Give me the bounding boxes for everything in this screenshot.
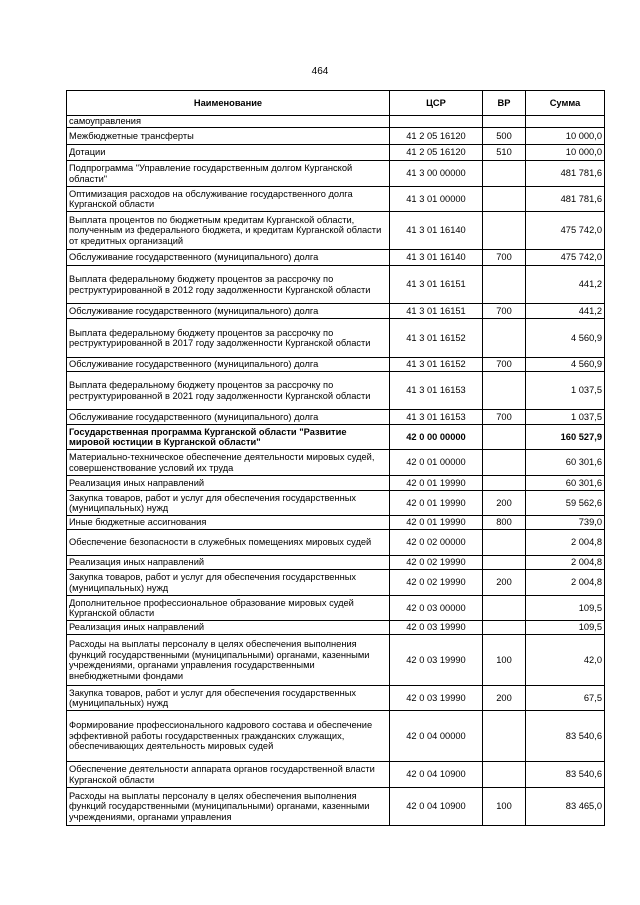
header-csr: ЦСР — [390, 91, 483, 116]
cell-csr: 42 0 03 19990 — [390, 621, 483, 635]
cell-vr — [483, 319, 526, 358]
table-row — [67, 266, 605, 304]
cell-vr: 700 — [483, 358, 526, 372]
cell-vr: 700 — [483, 410, 526, 425]
cell-csr: 41 3 01 16153 — [390, 372, 483, 410]
cell-sum: 441,2 — [526, 266, 605, 304]
cell-csr: 42 0 04 10900 — [390, 762, 483, 788]
cell-name: Выплата федеральному бюджету процентов за рассрочку по реструктурированной в 2012 году задолженности Курганской области — [67, 266, 390, 304]
cell-name: Дотации — [67, 145, 390, 161]
cell-sum — [526, 116, 605, 128]
cell-csr: 41 3 01 16151 — [390, 304, 483, 319]
cell-vr: 200 — [483, 570, 526, 596]
cell-sum: 481 781,6 — [526, 161, 605, 187]
cell-name: самоуправления — [67, 116, 390, 128]
table-row — [67, 450, 605, 476]
cell-sum: 83 465,0 — [526, 788, 605, 826]
cell-csr: 42 0 02 19990 — [390, 556, 483, 570]
cell-name: Реализация иных направлений — [67, 621, 390, 635]
budget-table — [66, 90, 605, 826]
cell-vr: 200 — [483, 686, 526, 711]
cell-sum: 475 742,0 — [526, 250, 605, 266]
cell-name: Оптимизация расходов на обслуживание государственного долга Курганской области — [67, 187, 390, 212]
cell-csr: 42 0 03 19990 — [390, 686, 483, 711]
cell-name: Расходы на выплаты персоналу в целях обеспечения выполнения функций государственными (муниципальными) органами, казенными учреждениями, органами управления — [67, 788, 390, 826]
cell-vr — [483, 621, 526, 635]
cell-vr — [483, 530, 526, 556]
table-row — [67, 596, 605, 621]
header-name: Наименование — [67, 91, 390, 116]
table-row — [67, 372, 605, 410]
cell-sum: 83 540,6 — [526, 762, 605, 788]
cell-vr — [483, 762, 526, 788]
cell-vr: 700 — [483, 304, 526, 319]
cell-vr — [483, 266, 526, 304]
cell-name: Подпрограмма "Управление государственным долгом Курганской области" — [67, 161, 390, 187]
cell-name: Закупка товаров, работ и услуг для обеспечения государственных (муниципальных) нужд — [67, 491, 390, 516]
cell-name: Иные бюджетные ассигнования — [67, 516, 390, 530]
cell-vr — [483, 212, 526, 250]
cell-csr: 41 3 01 16140 — [390, 250, 483, 266]
cell-csr: 42 0 03 19990 — [390, 635, 483, 686]
table-row — [67, 530, 605, 556]
table-row — [67, 686, 605, 711]
cell-name: Выплата федеральному бюджету процентов за рассрочку по реструктурированной в 2017 году задолженности Курганской области — [67, 319, 390, 358]
cell-sum: 83 540,6 — [526, 711, 605, 762]
table-row — [67, 491, 605, 516]
table-row — [67, 250, 605, 266]
cell-csr: 41 3 01 16140 — [390, 212, 483, 250]
cell-vr: 800 — [483, 516, 526, 530]
cell-sum: 10 000,0 — [526, 128, 605, 145]
table-row — [67, 425, 605, 450]
cell-name: Формирование профессионального кадрового состава и обеспечение эффективной работы государственных гражданских служащих, обеспечивающих деятельность мировых судей — [67, 711, 390, 762]
cell-vr — [483, 425, 526, 450]
cell-name: Обеспечение деятельности аппарата органов государственной власти Курганской области — [67, 762, 390, 788]
cell-csr: 41 2 05 16120 — [390, 128, 483, 145]
cell-csr: 42 0 00 00000 — [390, 425, 483, 450]
cell-name: Обеспечение безопасности в служебных помещениях мировых судей — [67, 530, 390, 556]
cell-csr: 42 0 01 19990 — [390, 491, 483, 516]
cell-sum: 739,0 — [526, 516, 605, 530]
cell-csr: 42 0 02 00000 — [390, 530, 483, 556]
cell-name: Государственная программа Курганской области "Развитие мировой юстиции в Курганской области" — [67, 425, 390, 450]
table-row — [67, 410, 605, 425]
cell-vr — [483, 450, 526, 476]
cell-sum: 2 004,8 — [526, 556, 605, 570]
header-vr: ВР — [483, 91, 526, 116]
cell-name: Реализация иных направлений — [67, 476, 390, 491]
cell-csr: 42 0 04 00000 — [390, 711, 483, 762]
cell-name: Межбюджетные трансферты — [67, 128, 390, 145]
cell-csr: 41 3 01 00000 — [390, 187, 483, 212]
table-row — [67, 711, 605, 762]
cell-sum: 1 037,5 — [526, 372, 605, 410]
cell-vr: 510 — [483, 145, 526, 161]
cell-sum: 481 781,6 — [526, 187, 605, 212]
cell-name: Закупка товаров, работ и услуг для обеспечения государственных (муниципальных) нужд — [67, 686, 390, 711]
cell-name: Выплата процентов по бюджетным кредитам Курганской области, полученным из федерального бюджета, и кредитам Курганской области от кредитных организаций — [67, 212, 390, 250]
cell-sum: 1 037,5 — [526, 410, 605, 425]
page-number: 464 — [311, 66, 329, 77]
cell-sum: 60 301,6 — [526, 476, 605, 491]
header-sum: Сумма — [526, 91, 605, 116]
cell-name: Расходы на выплаты персоналу в целях обеспечения выполнения функций государственными (муниципальными) органами, казенными учреждениями, органами управления государственными внебюджетными фондами — [67, 635, 390, 686]
cell-name: Обслуживание государственного (муниципального) долга — [67, 250, 390, 266]
cell-sum: 160 527,9 — [526, 425, 605, 450]
cell-vr — [483, 116, 526, 128]
cell-sum: 59 562,6 — [526, 491, 605, 516]
cell-name: Обслуживание государственного (муниципального) долга — [67, 410, 390, 425]
table-body — [67, 116, 605, 826]
table-row — [67, 187, 605, 212]
table-header-row — [67, 91, 605, 116]
cell-sum: 10 000,0 — [526, 145, 605, 161]
cell-name: Выплата федеральному бюджету процентов за рассрочку по реструктурированной в 2021 году задолженности Курганской области — [67, 372, 390, 410]
table-row — [67, 476, 605, 491]
table-row — [67, 556, 605, 570]
cell-name: Закупка товаров, работ и услуг для обеспечения государственных (муниципальных) нужд — [67, 570, 390, 596]
table-row — [67, 319, 605, 358]
cell-vr: 700 — [483, 250, 526, 266]
cell-vr — [483, 556, 526, 570]
cell-sum: 475 742,0 — [526, 212, 605, 250]
table-row — [67, 788, 605, 826]
table-row — [67, 304, 605, 319]
cell-vr — [483, 711, 526, 762]
cell-csr: 41 3 01 16151 — [390, 266, 483, 304]
cell-sum: 109,5 — [526, 621, 605, 635]
cell-sum: 2 004,8 — [526, 530, 605, 556]
cell-vr: 500 — [483, 128, 526, 145]
cell-sum: 60 301,6 — [526, 450, 605, 476]
cell-csr: 41 3 01 16152 — [390, 319, 483, 358]
table-row — [67, 212, 605, 250]
cell-name: Обслуживание государственного (муниципального) долга — [67, 304, 390, 319]
table-row — [67, 116, 605, 128]
cell-name: Реализация иных направлений — [67, 556, 390, 570]
cell-sum: 109,5 — [526, 596, 605, 621]
cell-csr: 41 3 01 16152 — [390, 358, 483, 372]
cell-vr: 100 — [483, 788, 526, 826]
cell-csr: 42 0 01 00000 — [390, 450, 483, 476]
cell-name: Дополнительное профессиональное образование мировых судей Курганской области — [67, 596, 390, 621]
cell-name: Обслуживание государственного (муниципального) долга — [67, 358, 390, 372]
cell-vr: 100 — [483, 635, 526, 686]
table-row — [67, 516, 605, 530]
cell-vr — [483, 596, 526, 621]
table-row — [67, 635, 605, 686]
table-row — [67, 570, 605, 596]
cell-csr: 42 0 03 00000 — [390, 596, 483, 621]
cell-vr: 200 — [483, 491, 526, 516]
cell-name: Материально-техническое обеспечение деятельности мировых судей, совершенствование условий их труда — [67, 450, 390, 476]
cell-csr: 42 0 02 19990 — [390, 570, 483, 596]
table-row — [67, 762, 605, 788]
table-row — [67, 358, 605, 372]
cell-csr: 42 0 01 19990 — [390, 516, 483, 530]
table-row — [67, 161, 605, 187]
table-row — [67, 145, 605, 161]
cell-sum: 2 004,8 — [526, 570, 605, 596]
cell-csr: 41 3 00 00000 — [390, 161, 483, 187]
cell-vr — [483, 161, 526, 187]
cell-vr — [483, 476, 526, 491]
cell-csr: 42 0 01 19990 — [390, 476, 483, 491]
table-row — [67, 128, 605, 145]
cell-vr — [483, 187, 526, 212]
cell-sum: 441,2 — [526, 304, 605, 319]
table-row — [67, 621, 605, 635]
cell-sum: 4 560,9 — [526, 319, 605, 358]
cell-sum: 42,0 — [526, 635, 605, 686]
cell-csr: 41 2 05 16120 — [390, 145, 483, 161]
cell-vr — [483, 372, 526, 410]
cell-csr: 41 3 01 16153 — [390, 410, 483, 425]
cell-sum: 4 560,9 — [526, 358, 605, 372]
cell-csr: 42 0 04 10900 — [390, 788, 483, 826]
cell-csr — [390, 116, 483, 128]
cell-sum: 67,5 — [526, 686, 605, 711]
